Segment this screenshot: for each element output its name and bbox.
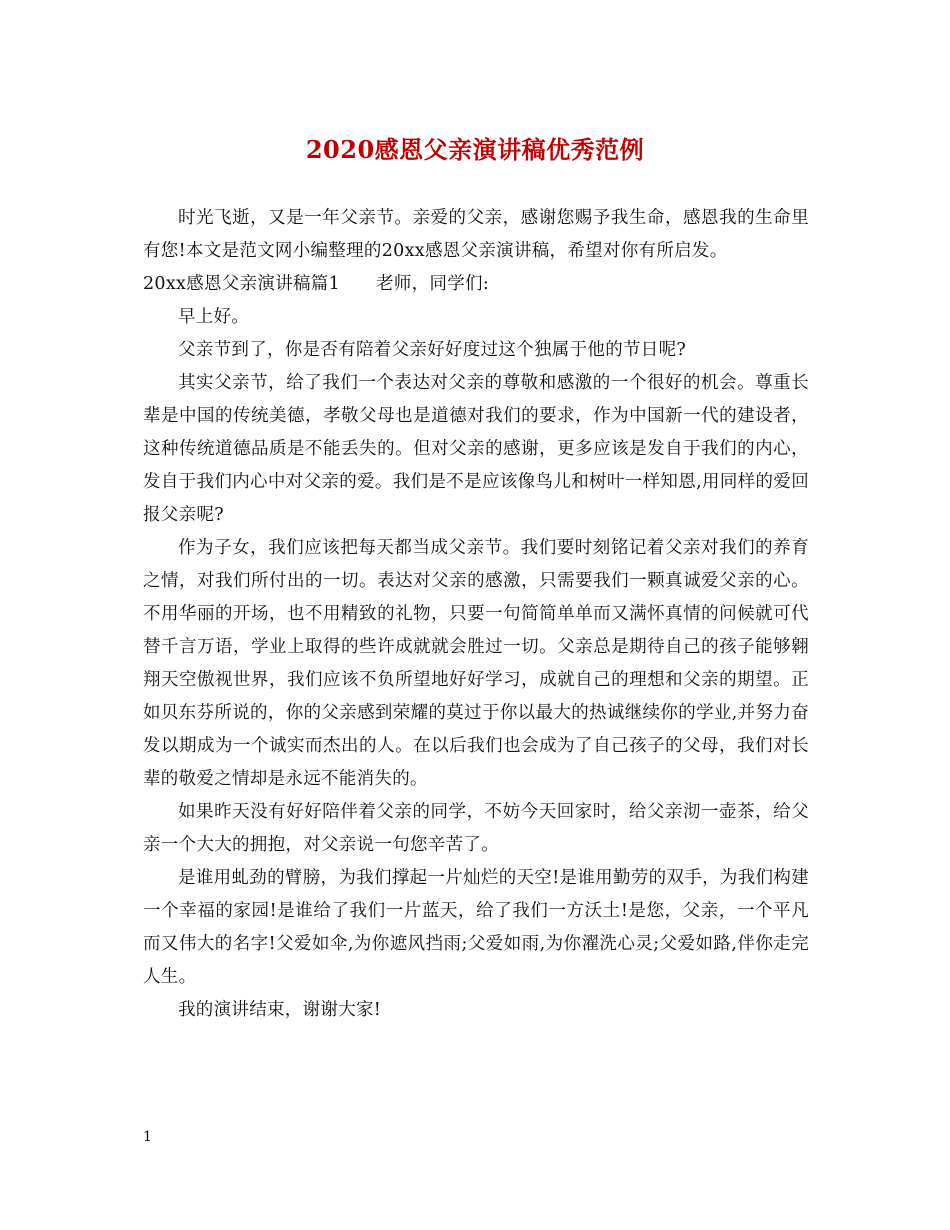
paragraph-greeting: 早上好。: [178, 307, 250, 327]
document-body: [143, 202, 809, 1027]
paragraph-tea: 如果昨天没有好好陪伴着父亲的同学，不妨今天回家时，给父亲沏一壶茶，给父亲一个大大的拥抱，对父亲说一句您辛苦了。: [143, 802, 809, 855]
paragraph-children: 作为子女，我们应该把每天都当成父亲节。我们要时刻铭记着父亲对我们的养育之情，对我们所付出的一切。表达对父亲的感激，只需要我们一颗真诚爱父亲的心。不用华丽的开场，也不用精致的礼物，只要一句简简单单而又满怀真情的问候就可代替千言万语，学业上取得的些许成就就会胜过一切。父亲总是期待自己的孩子能够翱翔天空傲视世界，我们应该不负所望地好好学习，成就自己的理想和父亲的期望。正如贝东芬所说的，你的父亲感到荣耀的莫过于你以最大的热诚继续你的学业,并努力奋发以期成为一个诚实而杰出的人。在以后我们也会成为了自己孩子的父母，我们对长辈的敬爱之情却是永远不能消失的。: [143, 538, 809, 789]
paragraph-praise: 是谁用虬劲的臂膀，为我们撑起一片灿烂的天空!是谁用勤劳的双手，为我们构建一个幸福的家园!是谁给了我们一片蓝天，给了我们一方沃土!是您，父亲，一个平凡而又伟大的名字!父爱如伞,为你遮风挡雨;父爱如雨,为你濯洗心灵;父爱如路,伴你走完人生。: [143, 868, 809, 987]
intro-paragraph: 时光飞逝，又是一年父亲节。亲爱的父亲，感谢您赐予我生命，感恩我的生命里有您!本文是范文网小编整理的20xx感恩父亲演讲稿，希望对你有所启发。: [143, 208, 809, 261]
paragraph-respect: 其实父亲节，给了我们一个表达对父亲的尊敬和感激的一个很好的机会。尊重长辈是中国的传统美德，孝敬父母也是道德对我们的要求，作为中国新一代的建设者，这种传统道德品质是不能丢失的。但对父亲的感谢，更多应该是发自于我们的内心，发自于我们内心中对父亲的爱。我们是不是应该像鸟儿和树叶一样知恩,用同样的爱回报父亲呢?: [143, 373, 809, 525]
paragraph-closing: 我的演讲结束，谢谢大家!: [178, 1000, 382, 1020]
section-heading-line: [143, 268, 809, 301]
page-number: 1: [143, 1129, 152, 1145]
salutation: 老师，同学们:: [376, 274, 490, 294]
page-title: 2020感恩父亲演讲稿优秀范例: [305, 135, 645, 164]
section-heading: 20xx感恩父亲演讲稿篇1: [143, 274, 341, 294]
paragraph-fathers-day: 父亲节到了，你是否有陪着父亲好好度过这个独属于他的节日呢?: [178, 340, 687, 360]
